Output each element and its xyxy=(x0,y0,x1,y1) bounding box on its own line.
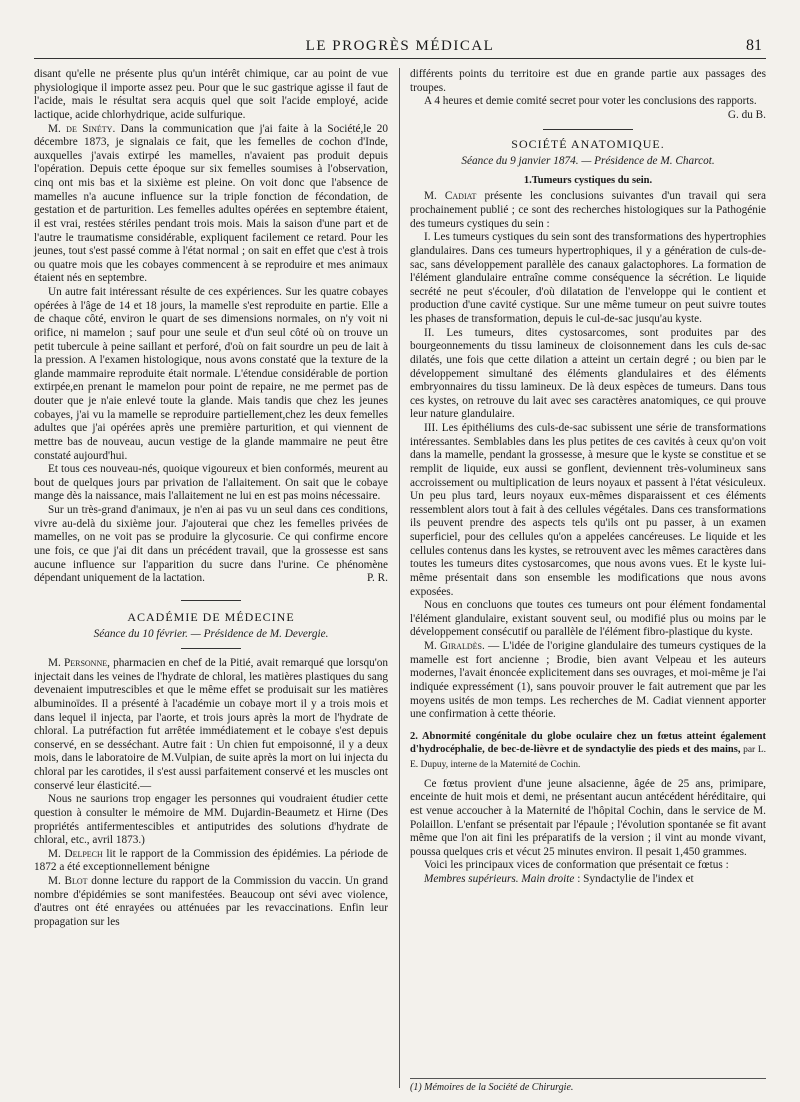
paragraph xyxy=(34,848,388,875)
footnote: (1) Mémoires de la Société de Chirurgie. xyxy=(410,1078,766,1093)
paragraph xyxy=(34,504,388,586)
paragraph-text: A 4 heures et demie comité secret pour voter les conclusions des rapports. xyxy=(424,95,757,108)
section-rule xyxy=(543,129,633,130)
paragraph xyxy=(34,123,388,287)
paragraph: Nous ne saurions trop engager les personnes qui voudraient étudier cette question à consulter le mémoire de MM. Dujardin-Beaumetz et Hirne (Des propriétés antifermentescibles et antiputrides des solutions d'hydrate de chloral, etc., avril 1873.) xyxy=(34,793,388,847)
paragraph-text: : Syndactylie de l'index et xyxy=(574,873,694,885)
paragraph: disant qu'elle ne présente plus qu'un intérêt chimique, car au point de vue physiologique il importe assez peu. Pour que le suc gastrique agisse il faut de l'acide, mais le résultat sera acquis quel que soit l'acide employé, acide lactique, acide chlorhydrique, acide sulfurique. xyxy=(34,68,388,121)
section-session: Séance du 10 février. — Présidence de M. Devergie. xyxy=(93,628,329,641)
speaker-name: M. Delpech xyxy=(48,847,103,860)
paragraph: Voici les principaux vices de conformation que présentait ce fœtus : xyxy=(424,859,729,872)
paragraph-text: pharmacien en chef de la Pitié, avait remarqué que lorsqu'on injectait dans les veines de l'hydrate de chloral, les matières plastiques du sang devenaient imputrescibles et que le même effet se produisait sur les matières albuminoïdes. Il a présenté à l'académie un cobaye mort il y a trois mois et dans lequel il injecta, par l'aorte, et trois jours après la mort de l'hydrate de chloral. La putréfaction fut arrêtée immédiatement et le cobaye s'est depuis conservé, en se desséchant. Autre fait : Un chien fut empoisonné, il y a deux mois, dans le laboratoire de M.Vulpian, de suite après la mort on lui injecta du chloral par les carotides, il s'est aussi parfaitement conservé et les muscles ont conservé leur élasticité.— xyxy=(34,657,388,792)
speaker-name: M. Blot xyxy=(48,875,88,887)
paragraph xyxy=(410,95,766,121)
left-column xyxy=(34,68,388,930)
paragraph xyxy=(410,190,766,231)
paragraph-text: lit le rapport de la Commission des épidémies. La période de 1872 a été exceptionnellement bénigne xyxy=(34,847,388,874)
speaker-name: M. Personne, xyxy=(48,657,110,669)
right-column xyxy=(410,68,766,887)
paragraph: Nous en concluons que toutes ces tumeurs ont pour élément fondamental l'élément glandulaire, existant souvent seul, ou modifié plus ou moins par le développement consécutif ou parallèle de l'élément fibro-plastique du kyste. xyxy=(410,599,766,639)
paragraph: Et tous ces nouveau-nés, quoique vigoureux et bien conformés, meurent au bout de quelques jours par privation de l'allaitement. On sait que le cobaye mange dès la naissance, mais l'allaitement ne lui en est pas moins nécessaire. xyxy=(34,463,388,503)
paragraph: différents points du territoire est due en grande partie aux passages des troupes. xyxy=(410,68,766,94)
subsection-heading xyxy=(410,730,766,773)
paragraph xyxy=(34,657,388,793)
page-number: 81 xyxy=(746,37,762,54)
subsection-heading: 1.Tumeurs cystiques du sein. xyxy=(523,174,653,186)
paragraph: Ce fœtus provient d'une jeune alsacienne, âgée de 25 ans, primipare, enceinte de huit mois et demi, ne présentant aucun antécédent héréditaire, qui est venue accoucher à la Maternité de l'hôpital Cochin, dans le service de M. Polaillon. L'enfant se présentait par l'épaule ; l'évolution spontanée se fit avant même que l'on ait fini les préparatifs de la version ; il vint au monde vivant, poussa quelques cris et vécut 25 minutes environ. Il pesait 1,450 grammes. xyxy=(410,777,766,858)
speaker-name: M. Cadiat xyxy=(424,190,477,203)
speaker-name: M. Giraldès. xyxy=(424,640,485,652)
paragraph-text: Dans la communication que j'ai faite à la Société,le 20 décembre 1873, je signalais ce fait, que les femelles de cochon d'Inde, auxquelles j'avais extirpé les mamelles, n'avaient pas produit depuis l'opération. Depuis cette époque sur six femelles soumises à l'observation, cinq ont mis bas et la sixième est pleine. On voit donc que l'absence de mamelles n'a aucune influence sur la triple fonction de fécondation, de gestation et de parturition. Les femelles adultes opérées en septembre étaient, il est vrai, restées stériles pendant trois mois. Mais la saison d'une part et de l'autre le traumatisme considérable, expliquent facilement ce retard. Pour les jeunes, tout s'est passé comme à l'état normal ; on sait en effet que c'est à trois ou quatre mois que les cobayes commencent à se reproduire et mes animaux étaient nés en septembre. xyxy=(34,122,388,285)
speaker-name: M. de Sinéty. xyxy=(48,122,116,135)
section-rule xyxy=(181,648,241,649)
paragraph-text: présente les conclusions suivantes d'un travail qui sera prochainement publié ; ce sont des recherches histologiques sur la Pathogénie des tumeurs cystiques du sein : xyxy=(410,190,766,230)
subsection-title: 2. Abnormité congénitale du globe oculaire chez un fœtus atteint également d'hydrocéphalie, de bec-de-lièvre et de syndactylie des pieds et des mains, xyxy=(410,730,766,756)
paragraph-text: donne lecture du rapport de la Commission du vaccin. Un grand nombre d'épidémies se sont manifestées. Beaucoup ont sévi avec violence, d'autres ont été enrayées ou atténuées par les revaccinations. Enfin leur propagation sur les xyxy=(34,875,388,928)
paragraph xyxy=(410,640,766,722)
section-rule xyxy=(181,600,241,601)
journal-title: LE PROGRÈS MÉDICAL xyxy=(305,38,495,54)
lead-in: Membres supérieurs. Main droite xyxy=(424,873,575,885)
signature: P. R. xyxy=(367,572,388,585)
paragraph-text: Sur un très-grand d'animaux, je n'en ai pas vu un seul dans ces conditions, vivre au-delà du sixième jour. J'ajouterai que chez les femelles privées de mamelles, on ne voit pas se produire la glycosurie. Ce qui confirme encore une fois, ce que j'ai dit dans un précédent travail, que la grossesse est sans aucune influence sur l'apparition du sucre dans l'urine. Ce phénomène dépendant uniquement de la lactation. xyxy=(34,504,388,585)
paragraph-text: — L'idée de l'origine glandulaire des tumeurs cystiques de la mamelle est fort ancienne ; Brodie, bien avant Velpeau et les auteurs modernes, l'avait énoncée explicitement dans ses ouvrages, et moi-même je l'ai indiquée expressément (1), sans pouvoir prouver le fait autrement que par les moyens usités de mon temps. Les recherches de M. Cadiat viennent apporter une confirmation à cette théorie. xyxy=(410,640,766,721)
page-header xyxy=(34,36,766,59)
column-divider xyxy=(399,68,400,1088)
paragraph: I. Les tumeurs cystiques du sein sont des transformations des hypertrophies glandulaires. Dans ces tumeurs hypertrophiques, il y a génération de culs-de-sac, sans développement parallèle des canaux galactophores. La formation de l'élément glandulaire entraîne comme conséquence la sécrétion. Le liquide secrété ne peut s'écouler, d'où dilatation de l'enveloppe qui le contient et production d'une cavité cystique. Sur une même tumeur on peut suivre toutes les phases de transformation, depuis le cul-de-sac jusqu'au kyste. xyxy=(410,231,766,325)
paragraph xyxy=(410,873,766,887)
paragraph: Un autre fait intéressant résulte de ces expériences. Sur les quatre cobayes opérées à l'âge de 14 et 18 jours, la mamelle s'est reproduite en partie. Elle a de chaque côté, environ le quart de ses dimensions normales, on n'y voit ni orifice, ni mamelon ; sauf pour une seule et d'un seul côté où on trouve un petit tubercule à peine saillant et perforé, d'où on fait sourdre un peu de lait à la pression. A l'examen histologique, nous avons constaté que la texture de la glande mammaire reproduite était normale. L'étendue considérable de portion extirpée,en prenant le mamelon pour point de repaire, ne me permet pas de douter que je n'aie enlevé toute la glande. Mais tandis que chez les jeunes cobayes, j'ai vu la mamelle se reproduire partiellement,chez les deux femelles adultes que j'ai opérées après une première parturition, et qui viennent de mettre bas de nouveau, aucun vestige de la glande mammaire ne peut être constaté aujourd'hui. xyxy=(34,286,388,462)
section-session: Séance du 9 janvier 1874. — Présidence de M. Charcot. xyxy=(461,155,715,168)
signature: G. du B. xyxy=(727,108,766,121)
paragraph: II. Les tumeurs, dites cystosarcomes, sont produites par des bourgeonnements du tissu lamineux de cloisonnement dans les culs de-sac dilatés, une fois que cette dilation a atteint un certain degré ; ou bien par le développement simultané des éléments glandulaires et des éléments embryonnaires du tissu lamineux. De là deux espèces de tumeurs. Dans tous ces kystes, on retrouve du lait avec ses caractères anatomiques, ce qui prouve leur nature glandulaire. xyxy=(410,326,766,421)
section-title: SOCIÉTÉ ANATOMIQUE. xyxy=(511,136,665,151)
section-title: ACADÉMIE DE MÉDECINE xyxy=(127,609,295,624)
paragraph: III. Les épithéliums des culs-de-sac subissent une série de transformations intéressantes. Semblables dans les plus petites de ces cavités à ceux qu'on voit dans la mamelle, pendant la grossesse, à mesure que le kyste se constitue et se remplit de liquide, eux aussi se gonflent, deviennent très-volumineux sans accroissement ou multiplication de leurs noyaux et passent à l'état vésiculeux. Un peu plus tard, leurs noyaux eux-mêmes disparaissent et ces éléments ressemblent alors tout à fait à des cellules végétales. Dans ces transformations ils peuvent prendre des aspects tels qu'ils ont pu passer, à un examen superficiel, pour des cellules qu'on a appelées cancéreuses. Le liquide et les cellules contenus dans les kystes, se retrouvent avec les mêmes caractères dans toutes les tumeurs dites cystosarcomes, que nous avons vues. Et le kyste lui-même présentait dans son ensemble les modifications que nous avons exposées. xyxy=(410,422,766,598)
paragraph xyxy=(34,875,388,930)
subsection-author: par L. E. Dupuy, interne de la Maternité de Cochin. xyxy=(410,745,766,770)
